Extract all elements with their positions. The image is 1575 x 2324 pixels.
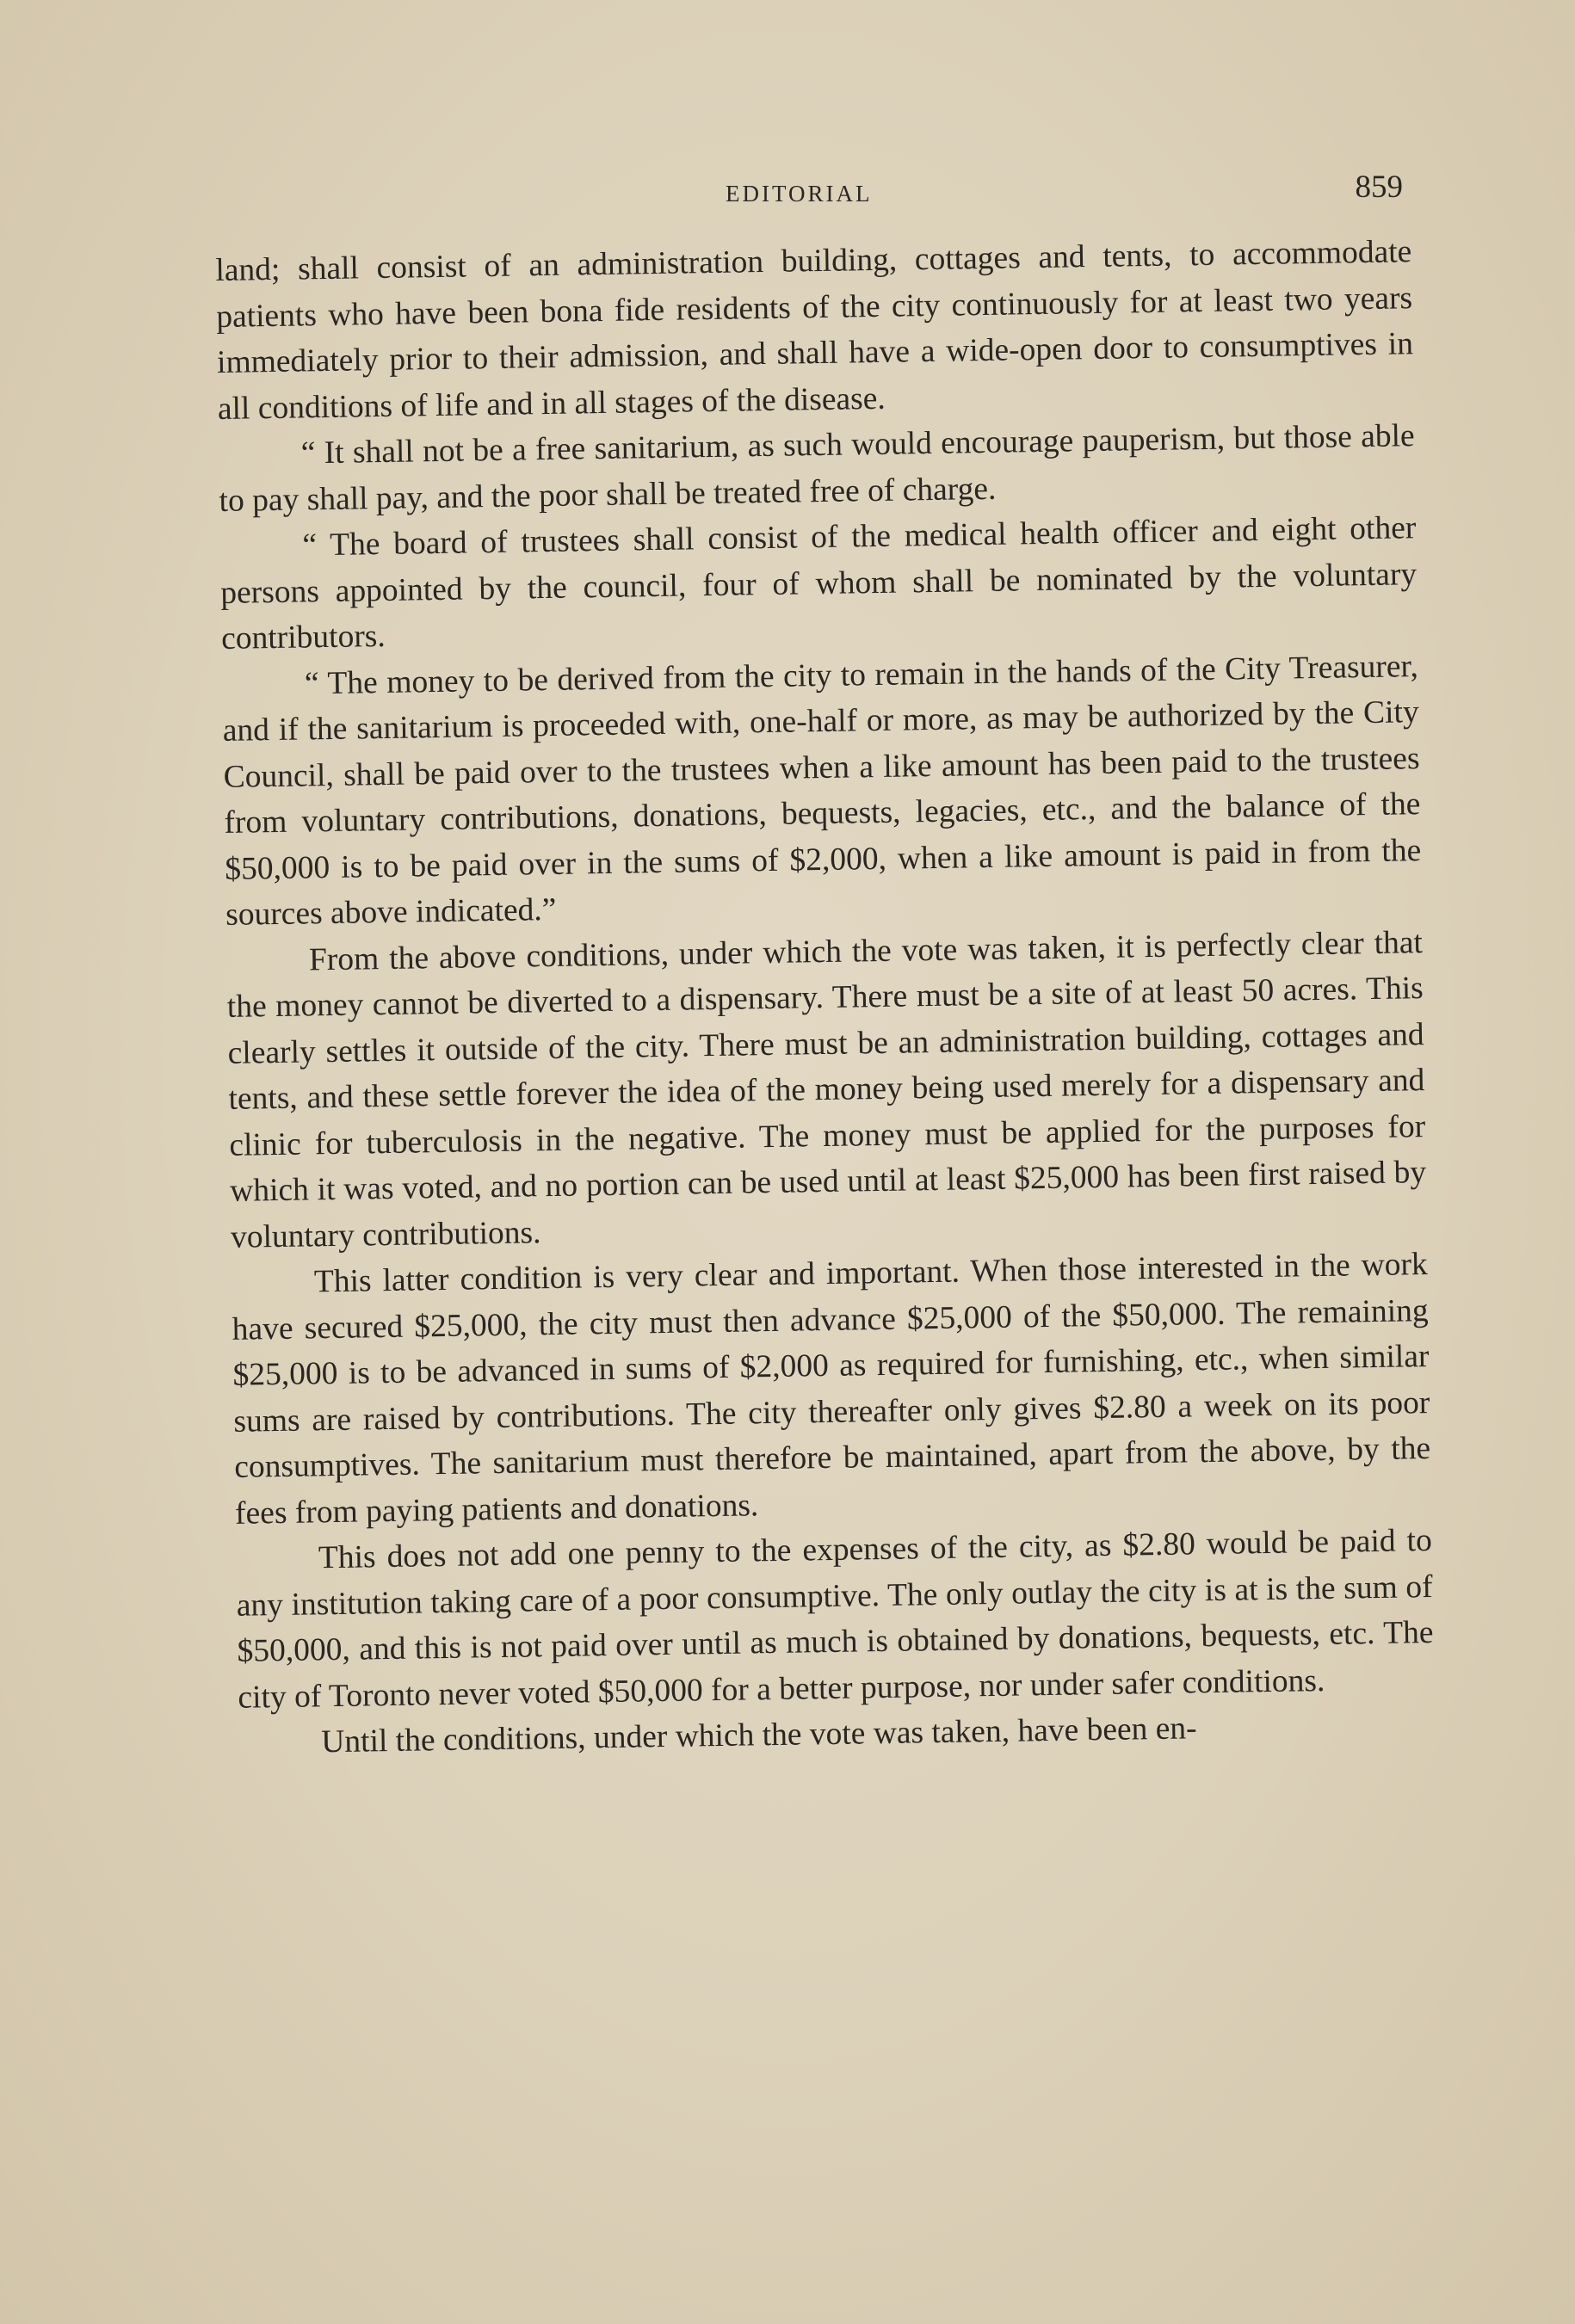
paragraph-latter-condition: This latter condition is very clear and important. When those interested in the work have secured $25,000, the city must then advance $25,000 of the $50,000. The remaining $25,000 is to be advanced in sums of $2,000 as required for furnishing, etc., when similar sums are raised by contributions. The city thereafter only gives $2.80 a week on its poor consumptives. The sanitarium must therefore be maintained, apart from the above, by the fees from paying patients and donations. <box>232 1247 1431 1532</box>
page-header <box>224 169 1403 220</box>
paragraph-board-of-trustees-quote: “ The board of trustees shall consist of the medical health officer and eight other persons appointed by the council, four of whom shall be nominated by the voluntary contributors. <box>219 510 1418 657</box>
paragraph-money-quote: “ The money to be derived from the city to remain in the hands of the City Treasurer, and if the sanitarium is proceeded with, one-half or more, as may be authorized by the City Council, shall be paid over to the trustees when a like amount has been paid to the trustees from voluntary contributions, donations, bequests, legacies, etc., and the balance of the $50,000 is to be paid over in the sums of $2,000, when a like amount is paid in from the sources above indicated.” <box>222 648 1422 933</box>
page-number: 859 <box>1355 170 1403 205</box>
editorial-body <box>215 229 1436 1766</box>
paragraph-until-conditions: Until the conditions, under which the vote was taken, have been en- <box>320 1711 1197 1760</box>
running-head: EDITORIAL <box>726 181 873 207</box>
paragraph-no-added-expense: This does not add one penny to the expenses of the city, as $2.80 would be paid to any institution taking care of a poor consumptive. The only outlay the city is at is the sum of $50,000, and this is not paid over until as much is obtained by donations, bequests, etc. The city of Toronto never voted $50,000 for a better purpose, nor under safer conditions. <box>236 1522 1434 1716</box>
paragraph-free-sanitarium-quote: “ It shall not be a free sanitarium, as such would encourage pauperism, but those able to pay shall pay, and the poor shall be treated free of charge. <box>219 418 1415 519</box>
paragraph-above-conditions: From the above conditions, under which the vote was taken, it is perfectly clear that the money cannot be diverted to a dispensary. There must be a site of at least 50 acres. This clearly settles it outside of the city. There must be an administration building, cottages and tents, and these settle forever the idea of the money being used merely for a dispensary and clinic for tuberculosis in the negative. The money must be applied for the purposes for which it was voted, and no portion can be used until at least $25,000 has been first raised by voluntary contributions. <box>226 924 1427 1255</box>
paragraph-land-continuation: land; shall consist of an administration building, cottages and tents, to accommodate patients who have been bona fide residents of the city continuously for at least two years immediately prior to their admission, and shall have a wide-open door to consumptives in all conditions of life and in all stages of the disease. <box>215 234 1414 427</box>
